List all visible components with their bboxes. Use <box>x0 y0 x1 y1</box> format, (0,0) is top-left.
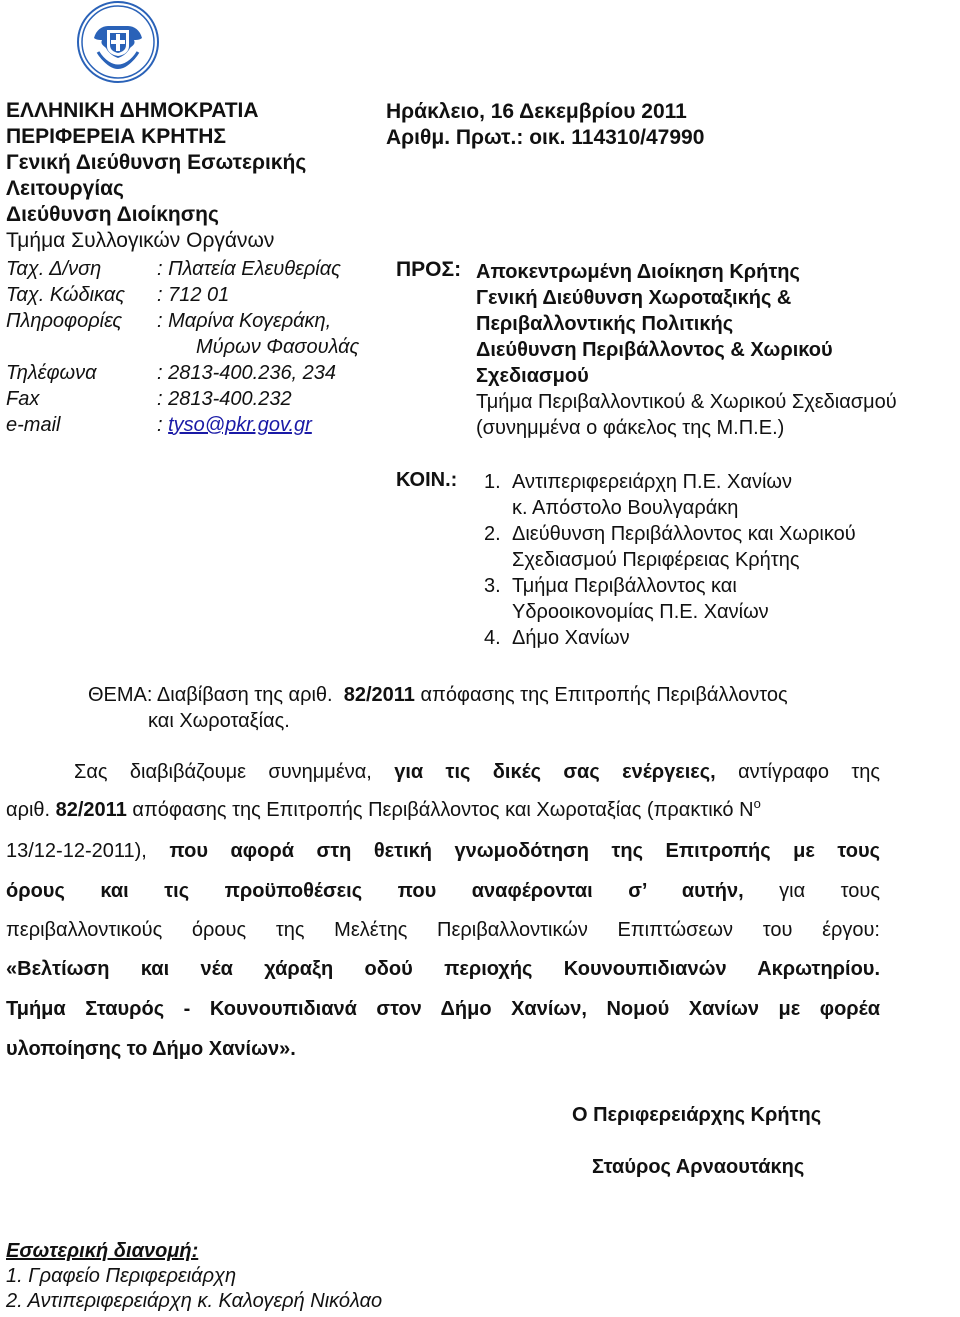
contact-value: : Μαρίνα Κογεράκη, <box>157 310 332 332</box>
koin-item-line: Αντιπεριφερειάρχη Π.Ε. Χανίων <box>512 471 793 493</box>
koin-item-number: 1. <box>484 471 501 493</box>
contact-value: : Πλατεία Ελευθερίας <box>157 258 341 280</box>
project-title-line: «Βελτίωση και νέα χάραξη οδού περιοχής Κουνουπιδιανών Ακρωτηρίου. <box>6 958 880 980</box>
contact-label: e-mail <box>6 414 61 436</box>
koin-item-line: Διεύθυνση Περιβάλλοντος και Χωρικού <box>512 523 856 545</box>
contact-label: Πληροφορίες <box>6 310 123 332</box>
sender-department: Τμήμα Συλλογικών Οργάνων <box>6 229 275 252</box>
project-title-line: υλοποίησης το Δήμο Χανίων». <box>6 1038 296 1060</box>
koin-item-line: Σχεδιασμού Περιφέρειας Κρήτης <box>512 549 800 571</box>
signature-title: Ο Περιφερειάρχης Κρήτης <box>572 1104 822 1126</box>
to-recipient-line: Περιβαλλοντικής Πολιτικής <box>476 313 734 335</box>
email-link[interactable]: tyso@pkr.gov.gr <box>168 414 312 436</box>
koin-item-line: κ. Απόστολο Βουλγαράκη <box>512 497 739 519</box>
contact-label: Ταχ. Δ/νση <box>6 258 102 280</box>
signature-name: Σταύρος Αρναουτάκης <box>592 1156 805 1178</box>
contact-label: Ταχ. Κώδικας <box>6 284 125 306</box>
koin-item-number: 3. <box>484 575 501 597</box>
sender-general-directorate-cont: Λειτουργίας <box>6 177 124 200</box>
contact-value: : 712 01 <box>157 284 230 306</box>
contact-fax <box>0 386 380 412</box>
to-label: ΠΡΟΣ: <box>396 258 462 281</box>
contact-value: : 2813-400.236, 234 <box>157 362 337 384</box>
to-recipient-line: Αποκεντρωμένη Διοίκηση Κρήτης <box>476 261 800 283</box>
contact-postcode <box>0 282 380 308</box>
internal-distribution-item: 2. Αντιπεριφερειάρχη κ. Καλογερή Νικόλαο <box>6 1290 383 1312</box>
to-recipient-line: Τμήμα Περιβαλλοντικού & Χωρικού Σχεδιασμού <box>476 391 897 413</box>
to-recipient-line: Γενική Διεύθυνση Χωροταξικής & <box>476 287 792 309</box>
to-recipient-note: (συνημμένα ο φάκελος της Μ.Π.Ε.) <box>476 417 785 439</box>
place-date: Ηράκλειο, 16 Δεκεμβρίου 2011 <box>386 100 687 123</box>
contact-email <box>0 412 380 438</box>
body-line: Σας διαβιβάζουμε συνημμένα, για τις δικές σας ενέργειες, αντίγραφο της <box>74 761 881 783</box>
contact-phones <box>0 360 380 386</box>
contact-info <box>0 308 380 334</box>
project-title-line: Τμήμα Σταυρός - Κουνουπιδιανά στον Δήμο Χανίων, Νομού Χανίων με φορέα <box>6 998 880 1020</box>
contact-info-cont <box>0 334 380 360</box>
sender-directorate: Διεύθυνση Διοίκησης <box>6 203 219 226</box>
sender-general-directorate: Γενική Διεύθυνση Εσωτερικής <box>6 151 307 174</box>
contact-label: Τηλέφωνα <box>6 362 97 384</box>
subject-label: ΘΕΜΑ: <box>88 684 153 706</box>
koin-item-number: 4. <box>484 627 501 649</box>
sender-region: ΠΕΡΙΦΕΡΕΙΑ ΚΡΗΤΗΣ <box>6 125 227 148</box>
koin-item-line: Τμήμα Περιβάλλοντος και <box>512 575 737 597</box>
koin-label: ΚΟΙΝ.: <box>396 469 458 491</box>
sender-country: ΕΛΛΗΝΙΚΗ ΔΗΜΟΚΡΑΤΙΑ <box>6 99 259 122</box>
body-line: 13/12-12-2011), που αφορά στη θετική γνωμοδότηση της Επιτροπής με τους <box>6 840 881 862</box>
to-recipient-line: Διεύθυνση Περιβάλλοντος & Χωρικού <box>476 339 833 361</box>
body-line: όρους και τις προϋποθέσεις που αναφέρονται σ’ αυτήν, για τους <box>6 880 880 902</box>
koin-item-line: Δήμο Χανίων <box>512 627 630 649</box>
subject-line-cont: και Χωροταξίας. <box>148 710 290 732</box>
contact-value: : 2813-400.232 <box>157 388 292 410</box>
contact-value-prefix: : <box>157 414 169 436</box>
body-line: αριθ. 82/2011 απόφασης της Επιτροπής Περιβάλλοντος και Χωροταξίας (πρακτικό $N^o$ <box>6 796 761 821</box>
body-line: περιβαλλοντικούς όρους της Μελέτης Περιβαλλοντικών Επιπτώσεων του έργου: <box>6 919 880 941</box>
internal-distribution-item: 1. Γραφείο Περιφερειάρχη <box>6 1265 237 1287</box>
to-recipient-line: Σχεδιασμού <box>476 365 589 387</box>
koin-item-number: 2. <box>484 523 501 545</box>
contact-label: Fax <box>6 388 40 410</box>
contact-value: Μύρων Φασουλάς <box>196 336 360 358</box>
subject-line: ΘΕΜΑ: Διαβίβαση της αριθ. 82/2011 απόφασης της Επιτροπής Περιβάλλοντος <box>88 684 788 706</box>
greek-emblem-icon <box>76 0 160 84</box>
contact-address <box>0 256 380 282</box>
koin-item-line: Υδροοικονομίας Π.Ε. Χανίων <box>512 601 769 623</box>
internal-distribution-title: Εσωτερική διανομή: <box>6 1240 199 1262</box>
protocol-number: Αριθμ. Πρωτ.: οικ. 114310/47990 <box>386 126 705 149</box>
